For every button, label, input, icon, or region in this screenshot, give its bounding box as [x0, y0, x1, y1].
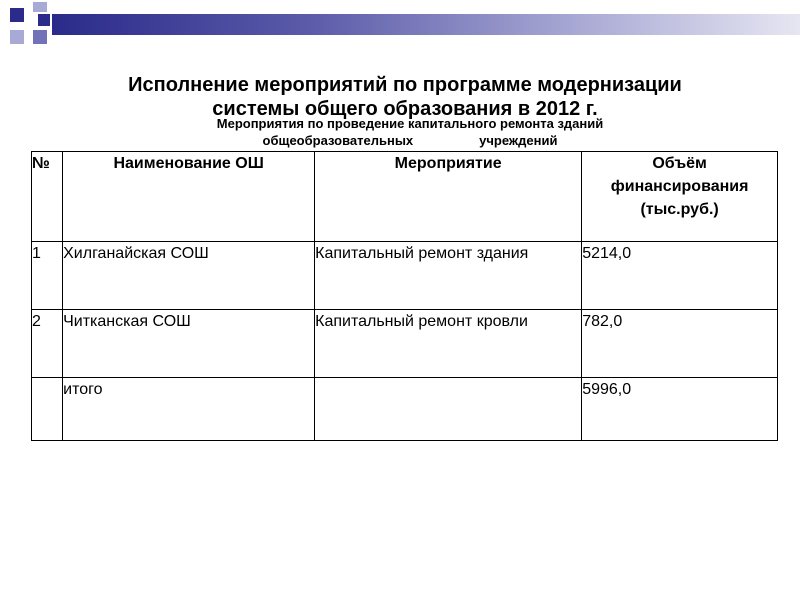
decor-square-5 — [38, 14, 50, 26]
row-school-name: Читканская СОШ — [63, 310, 315, 378]
decor-square-1 — [10, 8, 24, 22]
slide-subtitle-part-b: учреждений — [479, 133, 558, 148]
slide-subtitle — [150, 115, 670, 149]
decor-square-2 — [33, 2, 47, 12]
row-amount: 782,0 — [582, 310, 778, 378]
table-total-row — [32, 378, 778, 441]
header-event: Мероприятие — [315, 152, 582, 242]
slide-title-line-1: Исполнение мероприятий по программе модернизации — [128, 74, 682, 96]
row-amount: 5214,0 — [582, 242, 778, 310]
header-gradient-bar — [52, 14, 800, 35]
row-event: Капитальный ремонт здания — [315, 242, 582, 310]
row-num: 2 — [32, 310, 63, 378]
table-row — [32, 310, 778, 378]
decor-square-3 — [10, 30, 24, 44]
row-num: 1 — [32, 242, 63, 310]
funding-table — [31, 151, 778, 441]
decor-square-4 — [33, 30, 47, 44]
header-name: Наименование ОШ — [63, 152, 315, 242]
total-label: итого — [63, 378, 315, 441]
table-header-row — [32, 152, 778, 242]
slide-subtitle-line-1: Мероприятия по проведение капитального ремонта зданий — [216, 116, 604, 131]
header-funding: Объём финансирования (тыс.руб.) — [582, 152, 778, 242]
total-num-cell — [32, 378, 63, 441]
total-event-cell — [315, 378, 582, 441]
slide-subtitle-line-2 — [150, 132, 670, 149]
table-row — [32, 242, 778, 310]
row-school-name: Хилганайская СОШ — [63, 242, 315, 310]
total-amount: 5996,0 — [582, 378, 778, 441]
slide-title — [60, 73, 750, 121]
header-num: № — [32, 152, 63, 242]
slide-title-line-2: системы общего образования в 2012 г. — [212, 98, 598, 120]
row-event: Капитальный ремонт кровли — [315, 310, 582, 378]
slide-subtitle-part-a: общеобразовательных — [262, 133, 414, 148]
